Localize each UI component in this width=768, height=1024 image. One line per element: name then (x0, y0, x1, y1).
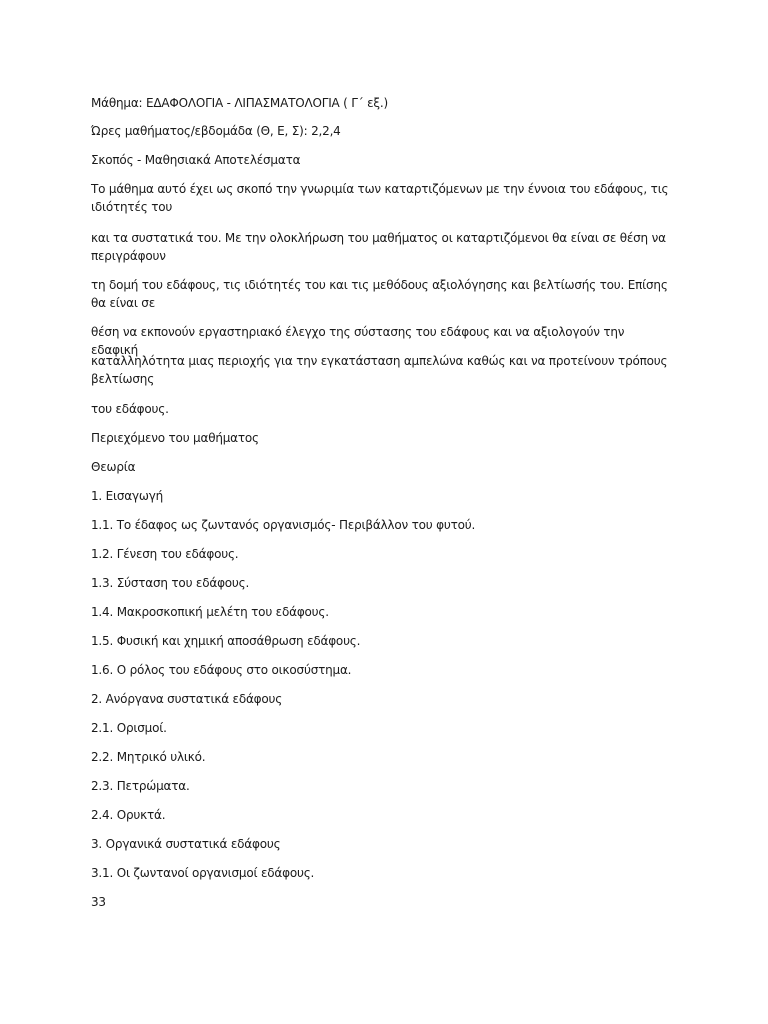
section-heading-content: Περιεχόμενο του μαθήματος (91, 431, 259, 445)
outline-item: 2.2. Μητρικό υλικό. (91, 750, 206, 764)
objectives-paragraph-line: τη δομή του εδάφους, τις ιδιότητές του και τις μεθόδους αξιολόγησης και βελτίωσής του. Επίσης θα είναι σε (91, 278, 668, 310)
outline-item: 1.2. Γένεση του εδάφους. (91, 547, 239, 561)
outline-item: 1. Εισαγωγή (91, 489, 164, 503)
outline-item: 1.3. Σύσταση του εδάφους. (91, 576, 250, 590)
page-number: 33 (91, 895, 106, 909)
course-title: Μάθημα: ΕΔΑΦΟΛΟΓΙΑ - ΛΙΠΑΣΜΑΤΟΛΟΓΙΑ ( Γ΄ εξ.) (91, 96, 389, 110)
objectives-paragraph-line: Το μάθημα αυτό έχει ως σκοπό την γνωριμία των καταρτιζόμενων με την έννοια του εδάφους, τις ιδιότητές του (91, 182, 669, 214)
outline-item: 2.3. Πετρώματα. (91, 779, 190, 793)
outline-item: 1.5. Φυσική και χημική αποσάθρωση εδάφους. (91, 634, 361, 648)
outline-item: 2.1. Ορισμοί. (91, 721, 167, 735)
course-hours: Ώρες μαθήματος/εβδομάδα (Θ, Ε, Σ): 2,2,4 (91, 124, 341, 138)
section-heading-objectives: Σκοπός - Μαθησιακά Αποτελέσματα (91, 153, 301, 167)
objectives-paragraph-line: θέση να εκπονούν εργαστηριακό έλεγχο της σύστασης του εδάφους και να αξιολογούν την εδαφική (91, 325, 625, 357)
outline-item: 2. Ανόργανα συστατικά εδάφους (91, 692, 283, 706)
outline-item: 3.1. Οι ζωντανοί οργανισμοί εδάφους. (91, 866, 315, 880)
outline-item: 2.4. Ορυκτά. (91, 808, 166, 822)
objectives-paragraph-line: του εδάφους. (91, 402, 169, 416)
outline-item: 3. Οργανικά συστατικά εδάφους (91, 837, 281, 851)
outline-item: 1.1. Το έδαφος ως ζωντανός οργανισμός- Περιβάλλον του φυτού. (91, 518, 476, 532)
outline-item: 1.4. Μακροσκοπική μελέτη του εδάφους. (91, 605, 329, 619)
objectives-paragraph-line: καταλληλότητα μιας περιοχής για την εγκατάσταση αμπελώνα καθώς και να προτείνουν τρόπους βελτίωσης (91, 354, 668, 386)
objectives-paragraph-line: και τα συστατικά του. Με την ολοκλήρωση του μαθήματος οι καταρτιζόμενοι θα είναι σε θέση να περιγράφουν (91, 231, 666, 263)
outline-item: 1.6. Ο ρόλος του εδάφους στο οικοσύστημα. (91, 663, 352, 677)
subheading-theory: Θεωρία (91, 460, 136, 474)
